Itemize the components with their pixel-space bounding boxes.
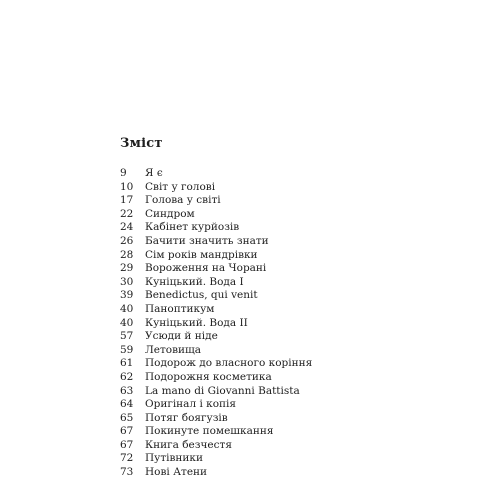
toc-entry-page-number: 63: [120, 384, 134, 397]
toc-entry: [120, 221, 312, 235]
toc-entry-title: Потяг боягузів: [145, 411, 228, 424]
toc-entry-page-number: 67: [120, 425, 134, 438]
toc-entry-title: Синдром: [145, 207, 195, 220]
toc-entry-title: Куніцький. Вода I: [145, 275, 244, 288]
toc-entry: [120, 371, 312, 385]
toc-entry-title: Паноптикум: [145, 302, 215, 315]
toc-entry-page-number: 39: [120, 289, 134, 302]
toc-entry-page-number: 17: [120, 194, 134, 207]
toc-entry-page-number: 67: [120, 438, 134, 451]
toc-entry-title: Сім років мандрівки: [145, 248, 258, 261]
toc-entry-page-number: 73: [120, 466, 134, 479]
toc-entry-page-number: 28: [120, 248, 134, 261]
toc-entry: [120, 385, 312, 399]
toc-entry: [120, 317, 312, 331]
toc-entry-title: Оригінал і копія: [145, 398, 237, 411]
toc-entry: [120, 412, 312, 426]
toc-entry-page-number: 9: [120, 167, 127, 179]
toc-entry-page-number: 24: [120, 221, 134, 234]
toc-entry-title: La mano di Giovanni Battista: [145, 384, 300, 397]
toc-list: [120, 167, 312, 480]
toc-entry-title: Світ у голові: [145, 180, 216, 193]
toc-entry: [120, 425, 312, 439]
toc-entry-page-number: 65: [120, 411, 134, 424]
toc-entry: [120, 398, 312, 412]
toc-entry-page-number: 40: [120, 316, 134, 329]
toc-entry: [120, 452, 312, 466]
toc-entry: [120, 249, 312, 263]
toc-entry-page-number: 59: [120, 343, 134, 356]
toc-entry: [120, 181, 312, 195]
toc-entry-title: Вороження на Чорані: [145, 262, 267, 275]
toc-entry-title: Кабінет курйозів: [145, 221, 240, 234]
toc-entry-title: Усюди й ніде: [145, 330, 218, 343]
toc-entry-page-number: 62: [120, 370, 134, 383]
toc-entry-page-number: 61: [120, 357, 134, 370]
toc-entry-page-number: 64: [120, 398, 134, 411]
toc-entry: [120, 344, 312, 358]
toc-entry: [120, 208, 312, 222]
toc-heading: Зміст: [120, 136, 163, 151]
toc-entry-title: Нові Атени: [145, 466, 208, 479]
toc-entry-title: Benedictus, qui venit: [145, 289, 258, 302]
toc-entry: [120, 357, 312, 371]
toc-entry-page-number: 22: [120, 207, 134, 220]
toc-entry: [120, 235, 312, 249]
toc-entry-title: Голова у світі: [145, 194, 221, 207]
toc-entry: [120, 194, 312, 208]
toc-entry-page-number: 57: [120, 330, 134, 343]
toc-entry: [120, 439, 312, 453]
toc-entry-page-number: 72: [120, 452, 134, 465]
toc-entry-title: Подорож до власного коріння: [145, 357, 313, 370]
toc-entry-title: Летовища: [145, 343, 202, 356]
toc-entry-title: Путівники: [145, 452, 203, 465]
toc-entry-page-number: 40: [120, 302, 134, 315]
toc-entry-page-number: 29: [120, 262, 134, 275]
toc-entry: [120, 289, 312, 303]
toc-entry-title: Книга безчестя: [145, 438, 232, 451]
toc-entry: [120, 167, 312, 181]
toc-entry-title: Куніцький. Вода II: [145, 316, 248, 329]
toc-entry-page-number: 30: [120, 275, 134, 288]
toc-entry: [120, 262, 312, 276]
toc-entry-page-number: 10: [120, 180, 134, 193]
toc-entry-title: Подорожня косметика: [145, 370, 272, 383]
toc-entry: [120, 330, 312, 344]
toc-entry: [120, 303, 312, 317]
toc-entry-title: Я є: [145, 167, 163, 179]
toc-entry: [120, 276, 312, 290]
toc-entry-title: Бачити значить знати: [145, 234, 269, 247]
toc-entry: [120, 466, 312, 480]
toc-entry-page-number: 26: [120, 234, 134, 247]
toc-entry-title: Покинуте помешкання: [145, 425, 274, 438]
